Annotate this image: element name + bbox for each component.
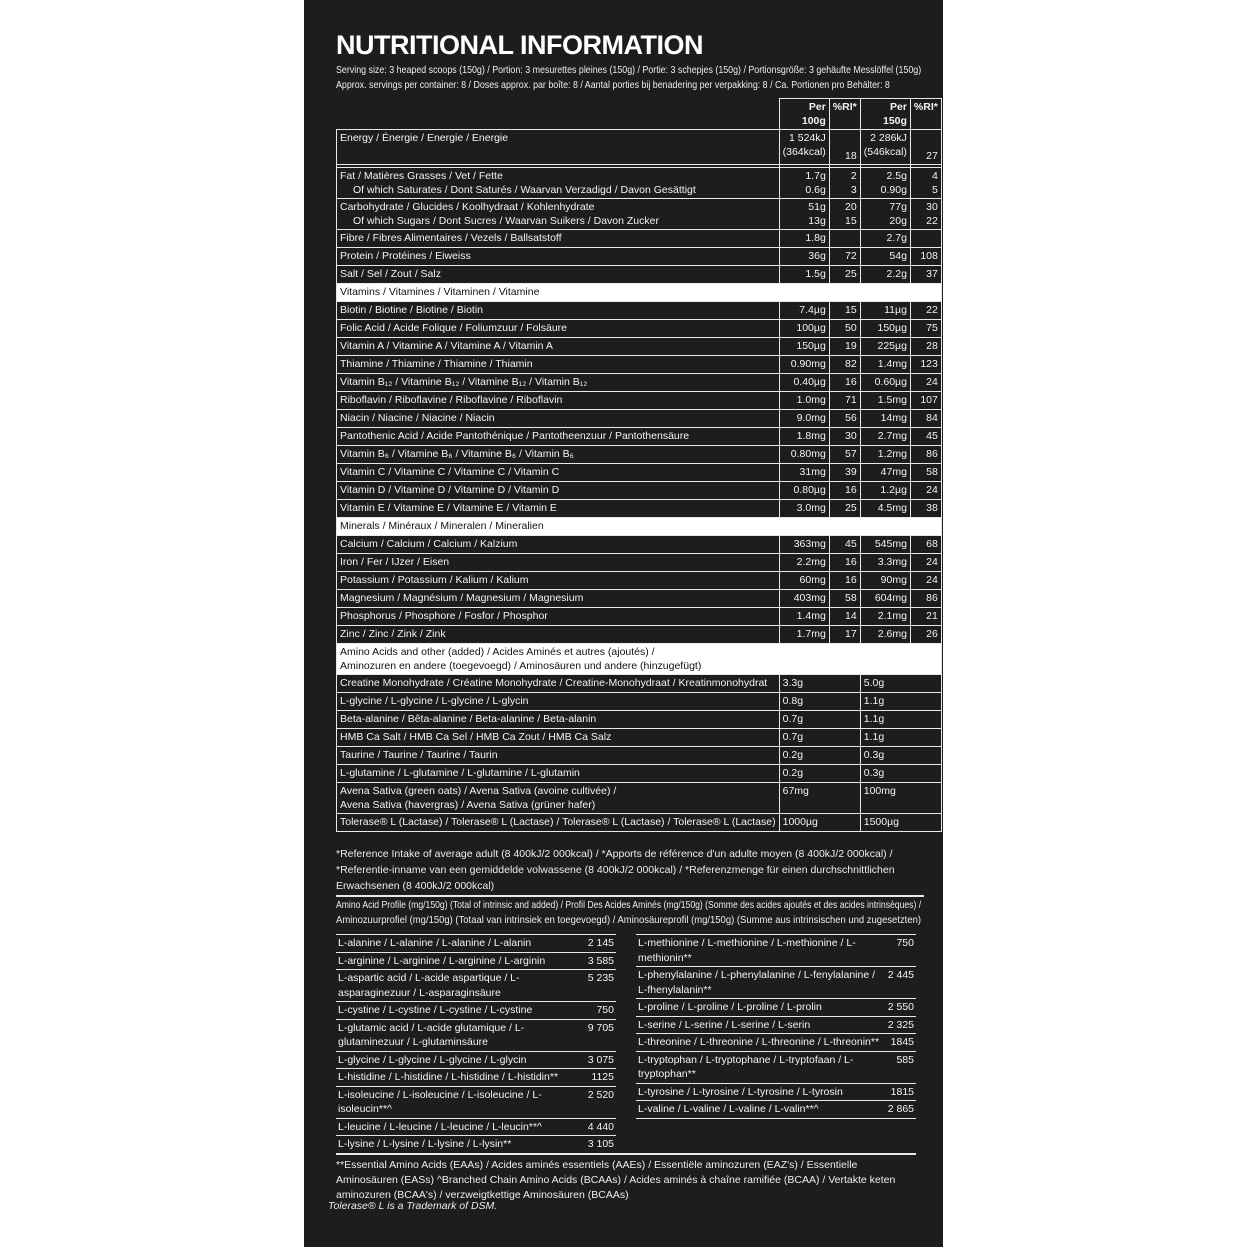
- profile-line: Aminozuurprofiel (mg/150g) (Totaal van intrinsiek en toegevoegd) / Aminosäureprofil (mg/150g) (Summe aus intrinsischen und zugesetzten): [336, 914, 921, 926]
- value: 25: [829, 500, 860, 518]
- value: 1.8g: [779, 230, 829, 248]
- amino-row: [336, 1086, 616, 1118]
- table-row: [337, 302, 942, 320]
- value: 30: [829, 428, 860, 446]
- amino-label: L-glycine / L-glycine / L-glycine / L-glycin: [336, 1051, 586, 1069]
- row-label: Niacin / Niacine / Niacine / Niacin: [337, 410, 780, 428]
- value: 3.3mg: [860, 554, 910, 572]
- section-title: Aminozuren en andere (toegevoegd) / Aminosäuren und andere (hinzugefügt): [340, 660, 702, 672]
- amino-value: 3 105: [586, 1136, 616, 1154]
- value: 100mg: [860, 783, 941, 814]
- value: 2.5g: [886, 170, 907, 182]
- value: 90mg: [860, 572, 910, 590]
- value: 2: [850, 170, 857, 182]
- row-sublabel: Of which Saturates / Dont Saturés / Waarvan Verzadigd / Davon Gesättigt: [353, 184, 696, 196]
- avena-row: [337, 783, 942, 814]
- amino-label: L-tyrosine / L-tyrosine / L-tyrosine / L-tyrosin: [636, 1083, 886, 1101]
- value: 38: [910, 500, 941, 518]
- table-row: [337, 590, 942, 608]
- value: 16: [829, 572, 860, 590]
- value: 57: [829, 446, 860, 464]
- value: 1.4mg: [860, 356, 910, 374]
- fat-row: [337, 168, 942, 199]
- ri-footnote: *Reference Intake of average adult (8 400kJ/2 000kcal) / *Apports de référence d'un adulte moyen (8 400kJ/2 000kcal) / *Referentie-inname van een gemiddelde volwassene (8 400kJ/2 000kcal) / *Referenzmenge für einen durchschnittlichen Erwachsenen (8 400kJ/2 000kcal): [336, 848, 895, 892]
- value: 150µg: [860, 320, 910, 338]
- value: 58: [829, 590, 860, 608]
- value: 2.7mg: [860, 428, 910, 446]
- amino-value: 1815: [886, 1083, 916, 1101]
- energy-kcal: (546kcal): [863, 146, 907, 158]
- value: 2.6mg: [860, 626, 910, 644]
- value: 11µg: [860, 302, 910, 320]
- value: 2.7g: [860, 230, 910, 248]
- row-label: Protein / Protéines / Eiweiss: [337, 248, 780, 266]
- amino-label: L-methionine / L-methionine / L-methionine / L-methionin**: [636, 935, 886, 967]
- amino-value: 585: [886, 1051, 916, 1083]
- value: 22: [926, 215, 938, 227]
- row-label: Vitamin C / Vitamine C / Vitamine C / Vitamin C: [337, 464, 780, 482]
- table-row: [337, 338, 942, 356]
- value: 39: [829, 464, 860, 482]
- value: 1000µg: [779, 814, 860, 832]
- value: 51g: [808, 201, 826, 213]
- amino-value: 9 705: [586, 1019, 616, 1051]
- table-row: [337, 320, 942, 338]
- table-row: [337, 482, 942, 500]
- table-row: [337, 392, 942, 410]
- value: 15: [845, 215, 857, 227]
- row-label: Magnesium / Magnésium / Magnesium / Magnesium: [337, 590, 780, 608]
- row-label: Carbohydrate / Glucides / Koolhydraat / Kohlenhydrate: [340, 201, 595, 213]
- value: 58: [910, 464, 941, 482]
- value: 4.5mg: [860, 500, 910, 518]
- value: 225µg: [860, 338, 910, 356]
- tolerase-row: [337, 814, 942, 832]
- fibre-row: [337, 230, 942, 248]
- value: 0.7g: [779, 729, 860, 747]
- table-row: [337, 747, 942, 765]
- value: 20: [845, 201, 857, 213]
- amino-profile-right: [636, 934, 916, 1119]
- amino-row: [636, 1083, 916, 1101]
- table-row: [337, 374, 942, 392]
- value: 4: [932, 170, 938, 182]
- value: 14: [829, 608, 860, 626]
- row-label: Fat / Matières Grasses / Vet / Fette: [340, 170, 503, 182]
- value: 1.7mg: [779, 626, 829, 644]
- amino-label: L-threonine / L-threonine / L-threonine / L-threonin**: [636, 1034, 886, 1052]
- value: 82: [829, 356, 860, 374]
- value: 86: [910, 590, 941, 608]
- amino-row: [336, 1002, 616, 1020]
- value: 107: [910, 392, 941, 410]
- row-label: L-glycine / L-glycine / L-glycine / L-glycin: [337, 693, 780, 711]
- amino-label: L-tryptophan / L-tryptophane / L-tryptofaan / L-tryptophan**: [636, 1051, 886, 1083]
- table-row: [337, 626, 942, 644]
- value: 1.7g: [805, 170, 826, 182]
- row-label: Thiamine / Thiamine / Thiamine / Thiamin: [337, 356, 780, 374]
- amino-label: L-proline / L-proline / L-proline / L-prolin: [636, 999, 886, 1017]
- amino-label: L-glutamic acid / L-acide glutamique / L-glutaminezuur / L-glutaminsäure: [336, 1019, 586, 1051]
- row-label: Fibre / Fibres Alimentaires / Vezels / Ballsatstoff: [337, 230, 780, 248]
- value: 30: [926, 201, 938, 213]
- amino-row: [336, 1051, 616, 1069]
- value: 75: [910, 320, 941, 338]
- amino-label: L-cystine / L-cystine / L-cystine / L-cystine: [336, 1002, 586, 1020]
- value: 60mg: [779, 572, 829, 590]
- value: 150µg: [779, 338, 829, 356]
- amino-value: 2 550: [886, 999, 916, 1017]
- amino-row: [636, 999, 916, 1017]
- table-row: [337, 572, 942, 590]
- value: 1.8mg: [779, 428, 829, 446]
- value: 84: [910, 410, 941, 428]
- row-label: HMB Ca Salt / HMB Ca Sel / HMB Ca Zout / HMB Ca Salz: [337, 729, 780, 747]
- energy-kcal: (364kcal): [782, 146, 826, 158]
- value: 71: [829, 392, 860, 410]
- amino-value: 2 325: [886, 1016, 916, 1034]
- value: 1.4mg: [779, 608, 829, 626]
- table-row: [337, 554, 942, 572]
- page-title: NUTRITIONAL INFORMATION: [336, 30, 703, 60]
- row-ri: 18: [829, 130, 860, 165]
- value: 2.2mg: [779, 554, 829, 572]
- value: 0.80µg: [779, 482, 829, 500]
- value: 20g: [889, 215, 907, 227]
- value: 16: [829, 554, 860, 572]
- value: 2.1mg: [860, 608, 910, 626]
- row-label: Vitamin E / Vitamine E / Vitamine E / Vitamin E: [337, 500, 780, 518]
- value: 0.2g: [779, 747, 860, 765]
- amino-value: 1845: [886, 1034, 916, 1052]
- value: 50: [829, 320, 860, 338]
- value: 28: [910, 338, 941, 356]
- value: 1.2mg: [860, 446, 910, 464]
- row-label: Zinc / Zinc / Zink / Zink: [337, 626, 780, 644]
- value: 1.2µg: [860, 482, 910, 500]
- energy-kj: 1 524kJ: [789, 132, 826, 144]
- row-label: Calcium / Calcium / Calcium / Kalzium: [337, 536, 780, 554]
- amino-label: L-leucine / L-leucine / L-leucine / L-leucin**^: [336, 1118, 586, 1136]
- value: 3.3g: [779, 675, 860, 693]
- section-title: Vitamins / Vitamines / Vitaminen / Vitamine: [337, 284, 942, 302]
- value: 0.40µg: [779, 374, 829, 392]
- profile-line: Amino Acid Profile (mg/150g) (Total of intrinsic and added) / Profil Des Acides Aminés (mg/150g) (Somme des acides ajoutés et des acides intrinsèques) /: [336, 899, 922, 911]
- amino-value: 4 440: [586, 1118, 616, 1136]
- servings-per-container: Approx. servings per container: 8 / Doses approx. par boîte: 8 / Aantal porties bij benadering per verpakking: 8 / Ca. Portionen pro Behälter: 8: [336, 79, 890, 91]
- value: 0.90g: [880, 184, 907, 196]
- table-row: [337, 356, 942, 374]
- value: 22: [910, 302, 941, 320]
- row-label: Potassium / Potassium / Kalium / Kalium: [337, 572, 780, 590]
- row-label: Vitamin D / Vitamine D / Vitamine D / Vitamin D: [337, 482, 780, 500]
- serving-line: Serving size: 3 heaped scoops (150g) / Portion: 3 mesurettes pleines (150g) / Portie: 3 schepjes (150g) / Portionsgröße: 3 gehäufte Messlöffel (150g): [336, 64, 922, 76]
- row-label: Biotin / Biotine / Biotine / Biotin: [337, 302, 780, 320]
- row-label: Riboflavin / Riboflavine / Riboflavine / Riboflavin: [337, 392, 780, 410]
- amino-row: [636, 967, 916, 999]
- amino-row: [336, 970, 616, 1002]
- value: 604mg: [860, 590, 910, 608]
- value: 56: [829, 410, 860, 428]
- value: 2.2g: [860, 266, 910, 284]
- amino-label: L-lysine / L-lysine / L-lysine / L-lysin**: [336, 1136, 586, 1154]
- amino-row: [636, 1034, 916, 1052]
- table-row: [337, 446, 942, 464]
- energy-kj: 2 286kJ: [870, 132, 907, 144]
- section-title: Minerals / Minéraux / Mineralen / Mineralien: [337, 518, 942, 536]
- value: 31mg: [779, 464, 829, 482]
- value: 19: [829, 338, 860, 356]
- value: 26: [910, 626, 941, 644]
- eaa-footnote: **Essential Amino Acids (EAAs) / Acides aminés essentiels (AAEs) / Essentiële aminozuren (EAZ's) / Essentielle Aminosäuren (EASs) ^Branched Chain Amino Acids (BCAAs) / Acides aminés à chaîne ramifiée (BCAA) / Vertakte keten aminozuren (BCAA's) / verzweigtkettige Aminosäuren (BCAAs): [336, 1153, 916, 1203]
- value: 86: [910, 446, 941, 464]
- value: 16: [829, 374, 860, 392]
- value: 0.7g: [779, 711, 860, 729]
- row-sublabel: Of which Sugars / Dont Sucres / Waarvan Suikers / Davon Zucker: [353, 215, 659, 227]
- amino-value: 2 145: [586, 935, 616, 953]
- value: 1.1g: [860, 729, 941, 747]
- table-row: [337, 675, 942, 693]
- table-row: [337, 464, 942, 482]
- table-row: [337, 536, 942, 554]
- amino-row: [336, 952, 616, 970]
- value: 9.0mg: [779, 410, 829, 428]
- minerals-section-header: [337, 518, 942, 536]
- amino-row: [336, 1069, 616, 1087]
- value: 17: [829, 626, 860, 644]
- trademark-note: Tolerase® L is a Trademark of DSM.: [328, 1200, 498, 1212]
- value: 37: [910, 266, 941, 284]
- value: 16: [829, 482, 860, 500]
- value: 54g: [860, 248, 910, 266]
- row-label: Salt / Sel / Zout / Salz: [337, 266, 780, 284]
- amino-row: [636, 1051, 916, 1083]
- amino-value: 750: [586, 1002, 616, 1020]
- header-per150: Per 150g: [860, 99, 910, 130]
- value: 0.60µg: [860, 374, 910, 392]
- value: 45: [829, 536, 860, 554]
- nutrition-table: [336, 98, 942, 832]
- value: 403mg: [779, 590, 829, 608]
- value: 0.80mg: [779, 446, 829, 464]
- row-label: Iron / Fer / IJzer / Eisen: [337, 554, 780, 572]
- value: 0.3g: [860, 765, 941, 783]
- value: 67mg: [779, 783, 860, 814]
- amino-row: [336, 935, 616, 953]
- amino-row: [336, 1118, 616, 1136]
- table-row: [337, 711, 942, 729]
- amino-label: L-serine / L-serine / L-serine / L-serin: [636, 1016, 886, 1034]
- value: 47mg: [860, 464, 910, 482]
- row-label: Phosphorus / Phosphore / Fosfor / Phosphor: [337, 608, 780, 626]
- value: 24: [910, 482, 941, 500]
- value: 14mg: [860, 410, 910, 428]
- value: 25: [829, 266, 860, 284]
- header-per100: Per 100g: [779, 99, 829, 130]
- value: [829, 230, 860, 248]
- table-row: [337, 410, 942, 428]
- value: [910, 230, 941, 248]
- value: 5.0g: [860, 675, 941, 693]
- amino-row: [336, 1019, 616, 1051]
- row-label: Folic Acid / Acide Folique / Foliumzuur / Folsäure: [337, 320, 780, 338]
- value: 100µg: [779, 320, 829, 338]
- serving-info: [336, 63, 921, 93]
- value: 108: [910, 248, 941, 266]
- amino-row: [336, 1136, 616, 1154]
- amino-value: 2 445: [886, 967, 916, 999]
- value: 363mg: [779, 536, 829, 554]
- value: 123: [910, 356, 941, 374]
- amino-row: [636, 1016, 916, 1034]
- row-label: Taurine / Taurine / Taurine / Taurin: [337, 747, 780, 765]
- value: 1.0mg: [779, 392, 829, 410]
- table-row: [337, 608, 942, 626]
- value: 24: [910, 554, 941, 572]
- value: 72: [829, 248, 860, 266]
- amino-label: L-alanine / L-alanine / L-alanine / L-alanin: [336, 935, 586, 953]
- value: 24: [910, 374, 941, 392]
- header-ri: %RI*: [910, 99, 941, 130]
- row-ri: 27: [910, 130, 941, 165]
- amino-profile-heading: [336, 895, 924, 928]
- value: 0.2g: [779, 765, 860, 783]
- amino-value: 5 235: [586, 970, 616, 1002]
- section-title: Amino Acids and other (added) / Acides Aminés et autres (ajoutés) /: [340, 646, 655, 658]
- table-row: [337, 500, 942, 518]
- table-row: [337, 693, 942, 711]
- table-row: [337, 729, 942, 747]
- amino-row: [636, 1101, 916, 1119]
- value: 77g: [889, 201, 907, 213]
- value: 21: [910, 608, 941, 626]
- value: 1.1g: [860, 711, 941, 729]
- amino-value: 3 585: [586, 952, 616, 970]
- value: 0.3g: [860, 747, 941, 765]
- carb-row: [337, 199, 942, 230]
- table-header-row: [337, 99, 942, 130]
- value: 68: [910, 536, 941, 554]
- value: 15: [829, 302, 860, 320]
- value: 45: [910, 428, 941, 446]
- amino-label: L-arginine / L-arginine / L-arginine / L-arginin: [336, 952, 586, 970]
- protein-row: [337, 248, 942, 266]
- amino-label: L-valine / L-valine / L-valine / L-valin**^: [636, 1101, 886, 1119]
- value: 0.6g: [805, 184, 826, 196]
- value: 1.5mg: [860, 392, 910, 410]
- row-label: Avena Sativa (havergras) / Avena Sativa (grüner hafer): [340, 799, 596, 811]
- amino-label: L-histidine / L-histidine / L-histidine / L-histidin**: [336, 1069, 586, 1087]
- amino-label: L-isoleucine / L-isoleucine / L-isoleucine / L-isoleucin**^: [336, 1086, 586, 1118]
- row-label: Vitamin B₁₂ / Vitamine B₁₂ / Vitamine B₁₂ / Vitamin B₁₂: [337, 374, 780, 392]
- row-label: L-glutamine / L-glutamine / L-glutamine / L-glutamin: [337, 765, 780, 783]
- row-label: Creatine Monohydrate / Créatine Monohydrate / Creatine-Monohydraat / Kreatinmonohydrat: [337, 675, 780, 693]
- amino-value: 2 520: [586, 1086, 616, 1118]
- table-row: [337, 765, 942, 783]
- salt-row: [337, 266, 942, 284]
- amino-value: 750: [886, 935, 916, 967]
- row-label: Pantothenic Acid / Acide Pantothénique / Pantotheenzuur / Pantothensäure: [337, 428, 780, 446]
- value: 7.4µg: [779, 302, 829, 320]
- row-label: Energy / Énergie / Energie / Energie: [337, 130, 780, 165]
- table-row: [337, 428, 942, 446]
- row-label: Avena Sativa (green oats) / Avena Sativa (avoine cultivée) /: [340, 785, 617, 797]
- value: 545mg: [860, 536, 910, 554]
- amino-label: L-phenylalanine / L-phenylalanine / L-fenylalanine / L-fhenylalanin**: [636, 967, 886, 999]
- amino-value: 1125: [586, 1069, 616, 1087]
- value: 36g: [779, 248, 829, 266]
- row-label: Tolerase® L (Lactase) / Tolerase® L (Lactase) / Tolerase® L (Lactase) / Tolerase® L (Lactase): [337, 814, 780, 832]
- value: 0.90mg: [779, 356, 829, 374]
- value: 0.8g: [779, 693, 860, 711]
- amino-added-section-header: [337, 644, 942, 675]
- vitamins-section-header: [337, 284, 942, 302]
- value: 24: [910, 572, 941, 590]
- energy-row: [337, 130, 942, 165]
- header-ri: %RI*: [829, 99, 860, 130]
- nutrition-panel: [304, 0, 943, 1247]
- row-label: Beta-alanine / Bêta-alanine / Beta-alanine / Beta-alanin: [337, 711, 780, 729]
- amino-value: 2 865: [886, 1101, 916, 1119]
- value: 13g: [808, 215, 826, 227]
- amino-profile-left: [336, 934, 616, 1154]
- value: 1.1g: [860, 693, 941, 711]
- value: 3: [850, 184, 857, 196]
- amino-label: L-aspartic acid / L-acide aspartique / L-asparaginezuur / L-asparaginsäure: [336, 970, 586, 1002]
- amino-value: 3 075: [586, 1051, 616, 1069]
- value: 3.0mg: [779, 500, 829, 518]
- value: 1.5g: [779, 266, 829, 284]
- amino-row: [636, 935, 916, 967]
- row-label: Vitamin A / Vitamine A / Vitamine A / Vitamin A: [337, 338, 780, 356]
- value: 1500µg: [860, 814, 941, 832]
- row-label: Vitamin B₆ / Vitamine B₆ / Vitamine B₆ / Vitamin B₆: [337, 446, 780, 464]
- value: 5: [932, 184, 938, 196]
